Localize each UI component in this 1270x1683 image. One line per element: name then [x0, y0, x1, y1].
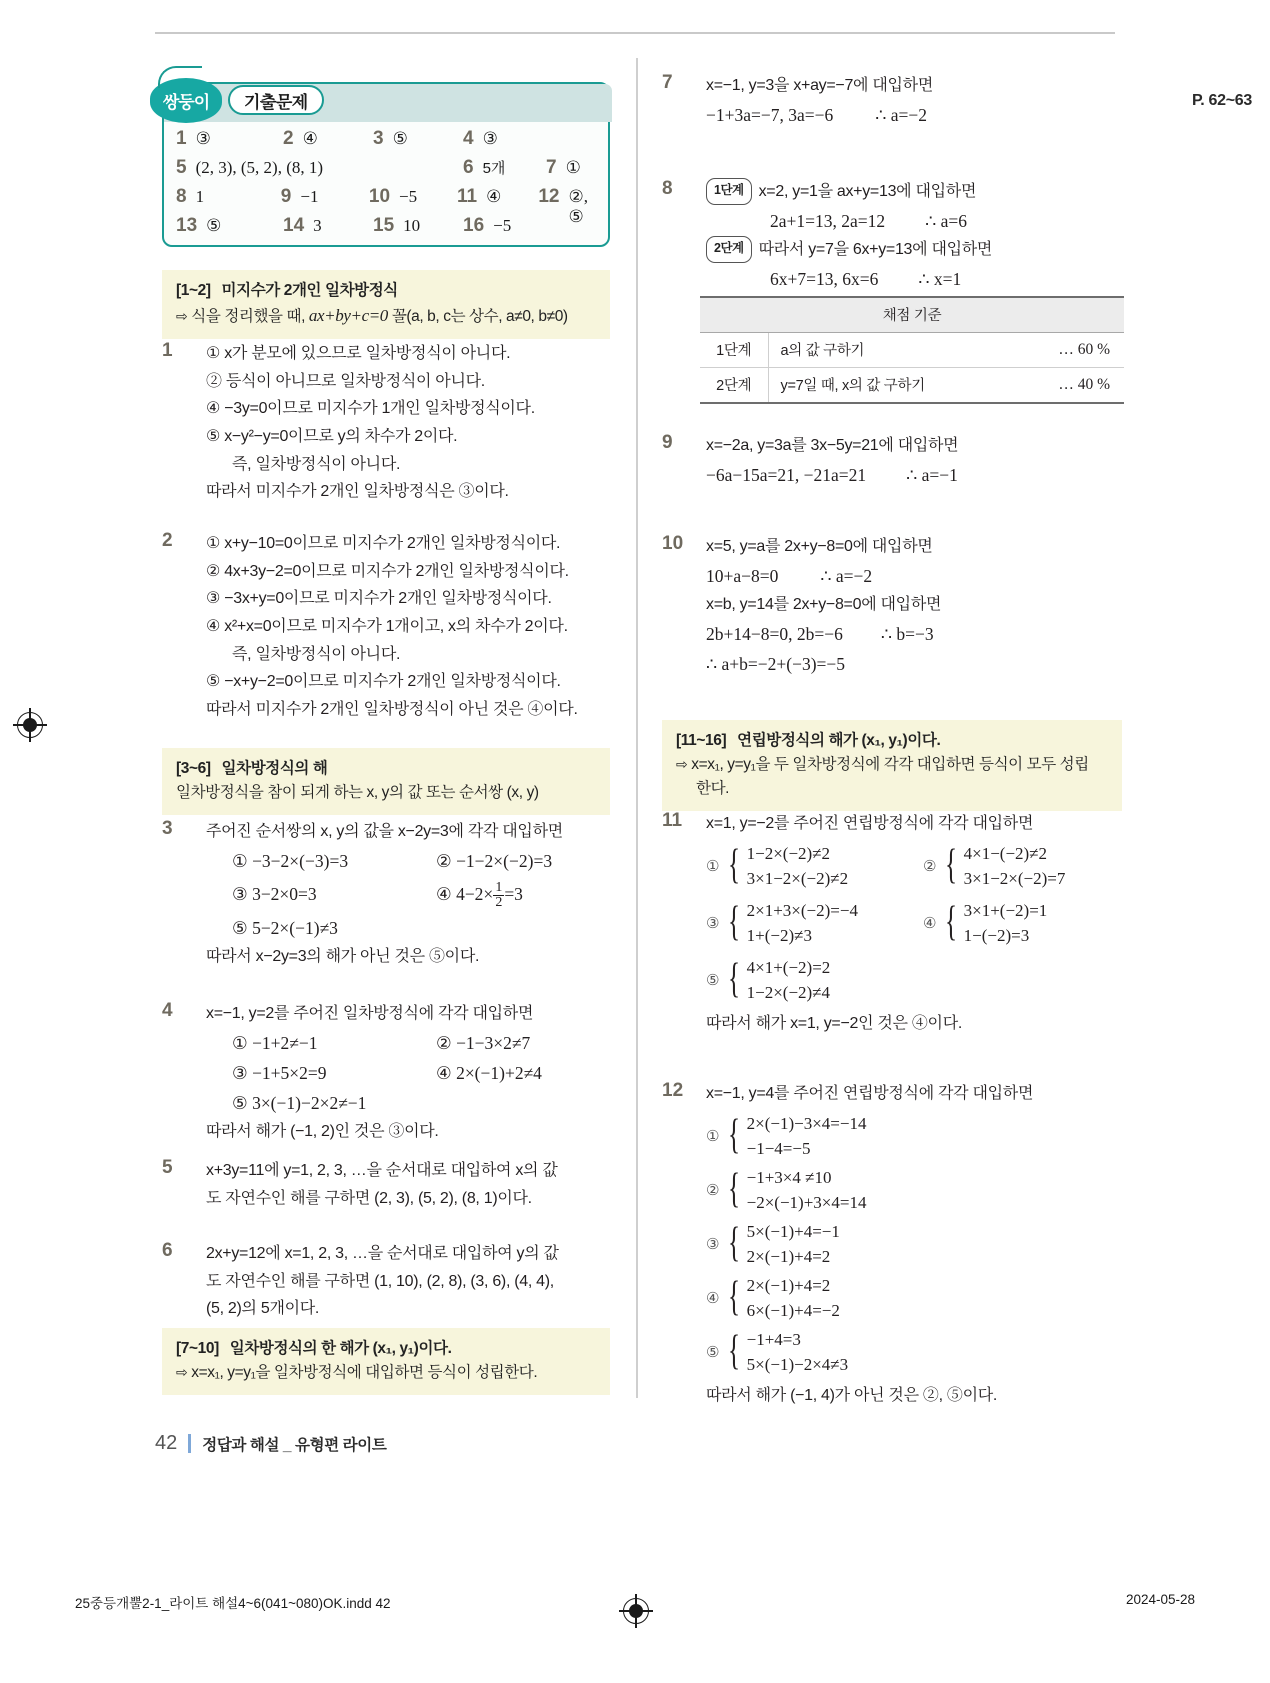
option-label: ⑤ — [706, 1343, 720, 1362]
answer-item — [176, 157, 463, 179]
table-cell-desc: a의 값 구하기 — [768, 333, 1020, 368]
fraction — [493, 881, 504, 911]
solution-line — [706, 206, 1132, 236]
option-label: ④ — [706, 1289, 720, 1308]
system-equation-bottom: 3×1−2×(−2)=7 — [963, 869, 1066, 889]
answer-number: 15 — [373, 215, 395, 236]
answer-item — [457, 186, 538, 208]
system-equation-top: 1−2×(−2)≠2 — [746, 843, 831, 863]
option-line: ④ 2×(−1)+2≠4 — [436, 1062, 542, 1083]
table-cell-desc: y=7일 때, x의 값 구하기 — [780, 378, 925, 394]
page-reference: P. 62~63 — [1191, 92, 1252, 109]
solution-number: 7 — [662, 72, 673, 93]
hint-line2-text: x=x₁, y=y₁을 일차방정식에 대입하면 등식이 성립한다. — [191, 1364, 538, 1382]
fraction-denominator: 2 — [495, 895, 503, 911]
answer-item — [176, 128, 283, 150]
hint-line2-text: x=x₁, y=y₁을 두 일차방정식에 각각 대입하면 등식이 모두 성립 — [691, 756, 1089, 774]
answer-item — [463, 128, 498, 150]
system-equation-top: 2×(−1)−3×4=−14 — [746, 1113, 867, 1133]
answer-item — [373, 128, 463, 150]
system-equations — [964, 898, 1048, 949]
solution-line: x=2, y=1을 ax+y=13에 대입하면 — [758, 183, 977, 200]
system-equation-bottom: 3×1−2×(−2)≠2 — [746, 869, 849, 889]
answer-item — [283, 128, 373, 150]
solution-intro: x=1, y=−2를 주어진 연립방정식에 각각 대입하면 — [706, 815, 1034, 832]
solution-options — [206, 1028, 622, 1089]
system-equation-bottom: 1−2×(−2)≠4 — [746, 983, 831, 1003]
hint-line2-post: 꼴(a, b, c는 상수, a≠0, b≠0) — [387, 308, 568, 326]
solution-therefore: ∴ a=−1 — [906, 464, 958, 485]
solution-equation: −1+3a=−7, 3a=−6 — [706, 104, 834, 125]
left-brace-icon: { — [945, 899, 958, 946]
hint-line-1 — [676, 729, 1108, 753]
registration-mark-bottom — [623, 1598, 649, 1624]
solution-line — [706, 619, 1132, 649]
table-cell-percent: … 60 % — [1020, 333, 1124, 368]
system-item — [923, 898, 1140, 949]
left-brace-icon: { — [945, 842, 958, 889]
system-item — [706, 1327, 1140, 1378]
solution-equation: 10+a−8=0 — [706, 565, 779, 586]
solution-12 — [662, 1080, 1140, 1409]
option-post: =3 — [504, 883, 523, 904]
solution-line: x=−2a, y=3a를 3x−5y=21에 대입하면 — [706, 437, 959, 454]
answer-value: ④ — [302, 129, 318, 148]
system-equations — [747, 1219, 840, 1270]
solution-line: 따라서 미지수가 2개인 일차방정식은 ③이다. — [206, 483, 509, 501]
solution-conclusion: 따라서 x−2y=3의 해가 아닌 것은 ⑤이다. — [206, 947, 480, 965]
print-mark-right: 2024-05-28 — [1125, 1592, 1195, 1607]
hint-title: 연립방정식의 해가 (x₁, y₁)이다. — [737, 732, 941, 749]
solution-line: x=−1, y=3을 x+ay=−7에 대입하면 — [706, 77, 933, 94]
system-equations — [747, 1327, 849, 1378]
answer-value: −1 — [300, 187, 319, 206]
answer-number: 6 — [463, 157, 474, 178]
hint-box-3-6 — [162, 748, 610, 815]
system-equation-top: 4×1+(−2)=2 — [746, 957, 831, 977]
option-label: ② — [706, 1181, 720, 1200]
hint-line-2: 일차방정식을 참이 되게 하는 x, y의 값 또는 순서쌍 (x, y) — [176, 784, 539, 802]
answer-value: ⑤ — [392, 129, 408, 148]
fraction-numerator: 1 — [495, 879, 503, 895]
answer-number: 13 — [176, 215, 198, 236]
solution-3 — [162, 818, 622, 971]
solution-11 — [662, 810, 1140, 1037]
solution-line: ③ −3x+y=0이므로 미지수가 2개인 일차방정식이다. — [206, 590, 552, 608]
footer-divider — [188, 1434, 191, 1453]
system-equation-top: −1+4=3 — [746, 1329, 801, 1349]
solution-line: ∴ a+b=−2+(−3)=−5 — [706, 653, 846, 674]
system-equation-top: 4×1−(−2)≠2 — [963, 843, 1048, 863]
arrow-icon: ⇨ — [176, 1365, 188, 1382]
solution-line: 따라서 미지수가 2개인 일차방정식이 아닌 것은 ④이다. — [206, 701, 578, 719]
system-equations — [747, 898, 858, 949]
answer-number: 16 — [463, 215, 485, 236]
solution-line: ⑤ x−y²−y=0이므로 y의 차수가 2이다. — [206, 428, 458, 446]
solution-number: 2 — [162, 530, 173, 551]
hint-range: [7~10] — [176, 1340, 219, 1357]
section-title-pill — [228, 85, 324, 115]
hint-line2-pre: 식을 정리했을 때, — [191, 308, 309, 326]
option-line: ⑤ 3×(−1)−2×2≠−1 — [232, 1093, 367, 1114]
system-equations — [747, 841, 849, 892]
left-brace-icon: { — [728, 1112, 741, 1159]
system-pair-row — [706, 838, 1140, 895]
solution-therefore: ∴ a=−2 — [820, 565, 873, 586]
option-label: ⑤ — [706, 971, 720, 990]
section-title-label: 기출문제 — [244, 92, 308, 112]
solution-equation: 2b+14−8=0, 2b=−6 — [706, 623, 843, 644]
table-row — [700, 333, 1124, 368]
answer-number: 12 — [538, 186, 560, 207]
option-line: ① −1+2≠−1 — [232, 1032, 318, 1053]
solution-line — [706, 561, 1132, 591]
system-equation-bottom: −2×(−1)+3×4=14 — [746, 1193, 867, 1213]
solution-therefore: ∴ a=−2 — [875, 104, 928, 125]
solution-line: ⑤ −x+y−2=0이므로 미지수가 2개인 일차방정식이다. — [206, 673, 561, 691]
solution-line: ① x+y−10=0이므로 미지수가 2개인 일차방정식이다. — [206, 535, 561, 552]
solution-therefore: ∴ a=6 — [925, 210, 968, 231]
system-equation-bottom: 2×(−1)+4=2 — [746, 1247, 831, 1267]
twin-badge-label: 쌍둥이 — [162, 93, 210, 112]
system-equation-top: −1+3×4 ≠10 — [746, 1167, 832, 1187]
arrow-icon: ⇨ — [676, 757, 688, 774]
option-label: ② — [923, 857, 937, 876]
solution-7 — [662, 72, 1132, 130]
option-line: ③ −1+5×2=9 — [232, 1062, 327, 1083]
answer-item — [176, 186, 281, 208]
solution-2 — [162, 530, 622, 724]
hint-line-2: ⇨ 식을 정리했을 때, ax+by+c=0 꼴(a, b, c는 상수, a≠0, b≠0) — [176, 306, 568, 326]
solution-options — [206, 846, 622, 913]
table-cell-step: 1단계 — [700, 333, 768, 368]
solution-line: (5, 2)의 5개이다. — [206, 1300, 320, 1318]
answer-number: 1 — [176, 128, 187, 149]
answer-item — [176, 215, 283, 237]
solution-line: 도 자연수인 해를 구하면 (1, 10), (2, 8), (3, 6), (4, 4), — [206, 1272, 554, 1290]
answer-value: 5개 — [482, 160, 506, 177]
system-item — [706, 955, 1140, 1006]
answer-number: 9 — [280, 186, 292, 207]
system-equation-bottom: −1−4=−5 — [746, 1139, 811, 1159]
system-equation-top: 3×1+(−2)=1 — [963, 900, 1048, 920]
solution-intro: x=−1, y=4를 주어진 연립방정식에 각각 대입하면 — [706, 1085, 1034, 1102]
table-row — [700, 368, 1124, 404]
solution-step-line — [706, 178, 1132, 206]
solution-conclusion: 따라서 해가 (−1, 2)인 것은 ③이다. — [206, 1123, 439, 1141]
solution-line: 도 자연수인 해를 구하면 (2, 3), (5, 2), (8, 1)이다. — [206, 1189, 532, 1207]
answer-number: 10 — [368, 186, 391, 207]
solution-intro: x=−1, y=2를 주어진 일차방정식에 각각 대입하면 — [206, 1005, 534, 1022]
hint-line-1 — [176, 279, 596, 303]
option-line: ⑤ 5−2×(−1)≠3 — [232, 917, 338, 938]
left-brace-icon: { — [728, 1274, 741, 1321]
system-equation-top: 2×(−1)+4=2 — [746, 1275, 831, 1295]
twin-badge — [150, 78, 222, 123]
page-footer — [155, 1432, 386, 1455]
answer-item — [373, 215, 463, 237]
option-label: ① — [706, 857, 720, 876]
footer-page-number: 42 — [155, 1432, 178, 1454]
hint-box-1-2 — [162, 270, 610, 339]
solution-line: ④ x²+x=0이므로 미지수가 1개이고, x의 차수가 2이다. — [206, 618, 568, 636]
system-item — [706, 1273, 1140, 1324]
solution-number: 9 — [662, 432, 673, 453]
solution-line: ② 4x+3y−2=0이므로 미지수가 2개인 일차방정식이다. — [206, 562, 569, 580]
solution-line: ① x가 분모에 있으므로 일차방정식이 아니다. — [206, 345, 511, 362]
step-chip-2: 2단계 — [706, 236, 752, 263]
answer-number: 4 — [463, 128, 474, 149]
answer-value: ②, ⑤ — [568, 187, 588, 226]
solution-line: 즉, 일차방정식이 아니다. — [232, 645, 401, 663]
hint-title: 일차방정식의 한 해가 (x₁, y₁)이다. — [229, 1340, 452, 1357]
hint-line-1 — [176, 757, 596, 781]
system-item — [923, 841, 1140, 892]
solution-step-line — [706, 236, 1132, 264]
solution-number: 3 — [162, 818, 173, 839]
option-label: ④ — [923, 914, 937, 933]
solution-number: 10 — [662, 533, 684, 554]
answer-value: 10 — [403, 216, 421, 235]
system-item — [706, 1111, 1140, 1162]
answer-value: 3 — [313, 216, 322, 235]
answer-item — [463, 215, 511, 237]
system-equation-bottom: 6×(−1)+4=−2 — [746, 1301, 840, 1321]
solution-conclusion: 따라서 해가 x=1, y=−2인 것은 ④이다. — [706, 1014, 963, 1032]
solution-line: ④ −3y=0이므로 미지수가 1개인 일차방정식이다. — [206, 400, 535, 418]
answer-value: ④ — [486, 187, 502, 206]
system-equation-top: 2×1+3×(−2)=−4 — [746, 900, 858, 920]
top-rule — [155, 32, 1115, 34]
option-line: ③ 3−2×0=3 — [232, 883, 317, 904]
option-line: ② −1−2×(−2)=3 — [436, 850, 553, 871]
hint-line-3: 한다. — [696, 780, 730, 798]
solution-1 — [162, 340, 622, 506]
answer-value: (2, 3), (5, 2), (8, 1) — [195, 158, 324, 177]
system-equation-bottom: 1−(−2)=3 — [963, 926, 1030, 946]
answer-key-rows — [176, 128, 606, 244]
option-label: ③ — [706, 914, 720, 933]
answer-value: ⑤ — [206, 216, 222, 235]
solution-equation: 2a+1=13, 2a=12 — [770, 210, 886, 231]
answer-value: ③ — [195, 129, 211, 148]
hint-line-2 — [676, 753, 1108, 777]
solution-9 — [662, 432, 1132, 490]
hint-range: [1~2] — [176, 282, 211, 299]
solution-line — [706, 100, 1132, 130]
solution-therefore: ∴ b=−3 — [880, 623, 934, 644]
left-brace-icon: { — [728, 1328, 741, 1375]
solution-therefore: ∴ x=1 — [918, 268, 962, 289]
solution-line: x=5, y=a를 2x+y−8=0에 대입하면 — [706, 538, 933, 555]
system-equations — [747, 955, 831, 1006]
system-equations — [964, 841, 1066, 892]
answer-item — [281, 186, 369, 208]
answer-number: 2 — [283, 128, 294, 149]
system-equations — [747, 1273, 840, 1324]
hint-line-1 — [176, 1337, 596, 1361]
hint-title: 일차방정식의 해 — [221, 760, 328, 777]
answer-item — [546, 157, 581, 179]
solution-number: 11 — [662, 810, 683, 831]
answer-row — [176, 157, 606, 186]
system-equation-bottom: 1+(−2)≠3 — [746, 926, 812, 946]
system-item — [706, 1219, 1140, 1270]
left-brace-icon: { — [728, 1220, 741, 1267]
table-header-cell: 채점 기준 — [700, 297, 1124, 333]
system-pair-row — [706, 895, 1140, 952]
solution-line: 즉, 일차방정식이 아니다. — [232, 455, 401, 473]
solution-line — [706, 264, 1132, 294]
system-item — [706, 841, 923, 892]
hint-title: 미지수가 2개인 일차방정식 — [221, 282, 398, 299]
left-brace-icon: { — [728, 956, 741, 1003]
system-equations — [747, 1111, 867, 1162]
solution-number: 8 — [662, 178, 673, 199]
answer-number: 14 — [283, 215, 305, 236]
answer-value: ③ — [482, 129, 498, 148]
solution-intro: 주어진 순서쌍의 x, y의 값을 x−2y=3에 각각 대입하면 — [206, 823, 563, 840]
solution-conclusion: 따라서 해가 (−1, 4)가 아닌 것은 ②, ⑤이다. — [706, 1386, 998, 1404]
left-brace-icon: { — [728, 1166, 741, 1213]
answer-number: 8 — [176, 186, 187, 207]
solution-6 — [162, 1240, 622, 1323]
answer-value: −5 — [493, 216, 512, 235]
solution-line: ② 등식이 아니므로 일차방정식이 아니다. — [206, 372, 485, 390]
print-mark-left: 25중등개뿔2-1_라이트 해설4~6(041~080)OK.indd 42 — [75, 1596, 391, 1611]
left-brace-icon: { — [728, 842, 741, 889]
answer-item — [538, 186, 606, 227]
system-equations — [747, 1165, 867, 1216]
solution-5 — [162, 1157, 622, 1212]
solution-equation: 6x+7=13, 6x=6 — [770, 268, 879, 289]
answer-value: −5 — [399, 187, 418, 206]
solution-number: 12 — [662, 1080, 684, 1101]
table-cell-percent: … 40 % — [1058, 375, 1110, 393]
step-chip-1: 1단계 — [706, 178, 752, 205]
solution-number: 4 — [162, 1000, 173, 1021]
system-equation-top: 5×(−1)+4=−1 — [746, 1221, 840, 1241]
option-label: ③ — [706, 1235, 720, 1254]
solution-10 — [662, 533, 1132, 679]
solution-line: 2x+y=12에 x=1, 2, 3, …을 순서대로 대입하여 y의 값 — [206, 1245, 559, 1262]
option-line-fraction — [410, 876, 614, 913]
answer-value: ① — [565, 158, 581, 177]
answer-number: 3 — [373, 128, 384, 149]
hint-line-2 — [176, 1361, 596, 1385]
table-cell-step: 2단계 — [700, 368, 768, 404]
answer-value: 1 — [195, 187, 205, 206]
hint-box-11-16 — [662, 720, 1122, 811]
solution-line: x=b, y=14를 2x+y−8=0에 대입하면 — [706, 595, 942, 613]
footer-label: 정답과 해설 _ 유형편 라이트 — [202, 1436, 387, 1454]
table-header-row — [700, 297, 1124, 333]
solution-line: x+3y=11에 y=1, 2, 3, …을 순서대로 대입하여 x의 값 — [206, 1162, 558, 1179]
solution-line: 따라서 y=7을 6x+y=13에 대입하면 — [758, 240, 993, 258]
system-item — [706, 1165, 1140, 1216]
left-brace-icon: { — [728, 899, 741, 946]
answer-item — [283, 215, 373, 237]
system-equation-bottom: 5×(−1)−2×4≠3 — [746, 1355, 849, 1375]
answer-item — [369, 186, 457, 208]
answer-number: 5 — [176, 157, 187, 178]
answer-item — [463, 157, 546, 179]
hint-range: [11~16] — [676, 732, 727, 749]
hint-range: [3~6] — [176, 760, 211, 777]
grading-criteria-table — [700, 296, 1124, 404]
solution-number: 1 — [162, 340, 173, 361]
arrow-icon: ⇨ — [176, 309, 188, 326]
answer-number: 7 — [546, 157, 557, 178]
answer-row — [176, 128, 606, 157]
option-label: ① — [706, 1127, 720, 1146]
option-pre: ④ 4−2× — [436, 883, 494, 904]
solution-number: 5 — [162, 1157, 173, 1178]
solution-number: 6 — [162, 1240, 173, 1261]
solution-8 — [662, 178, 1132, 294]
solution-4 — [162, 1000, 622, 1146]
solution-equation: −6a−15a=21, −21a=21 — [706, 464, 867, 485]
option-line: ② −1−3×2≠7 — [436, 1032, 531, 1053]
hint-box-7-10 — [162, 1328, 610, 1395]
registration-mark-left — [17, 712, 43, 738]
system-item — [706, 898, 923, 949]
column-divider — [636, 58, 638, 1398]
answer-number: 11 — [457, 186, 478, 207]
solution-line — [706, 460, 1132, 490]
option-line: ① −3−2×(−3)=3 — [232, 850, 349, 871]
